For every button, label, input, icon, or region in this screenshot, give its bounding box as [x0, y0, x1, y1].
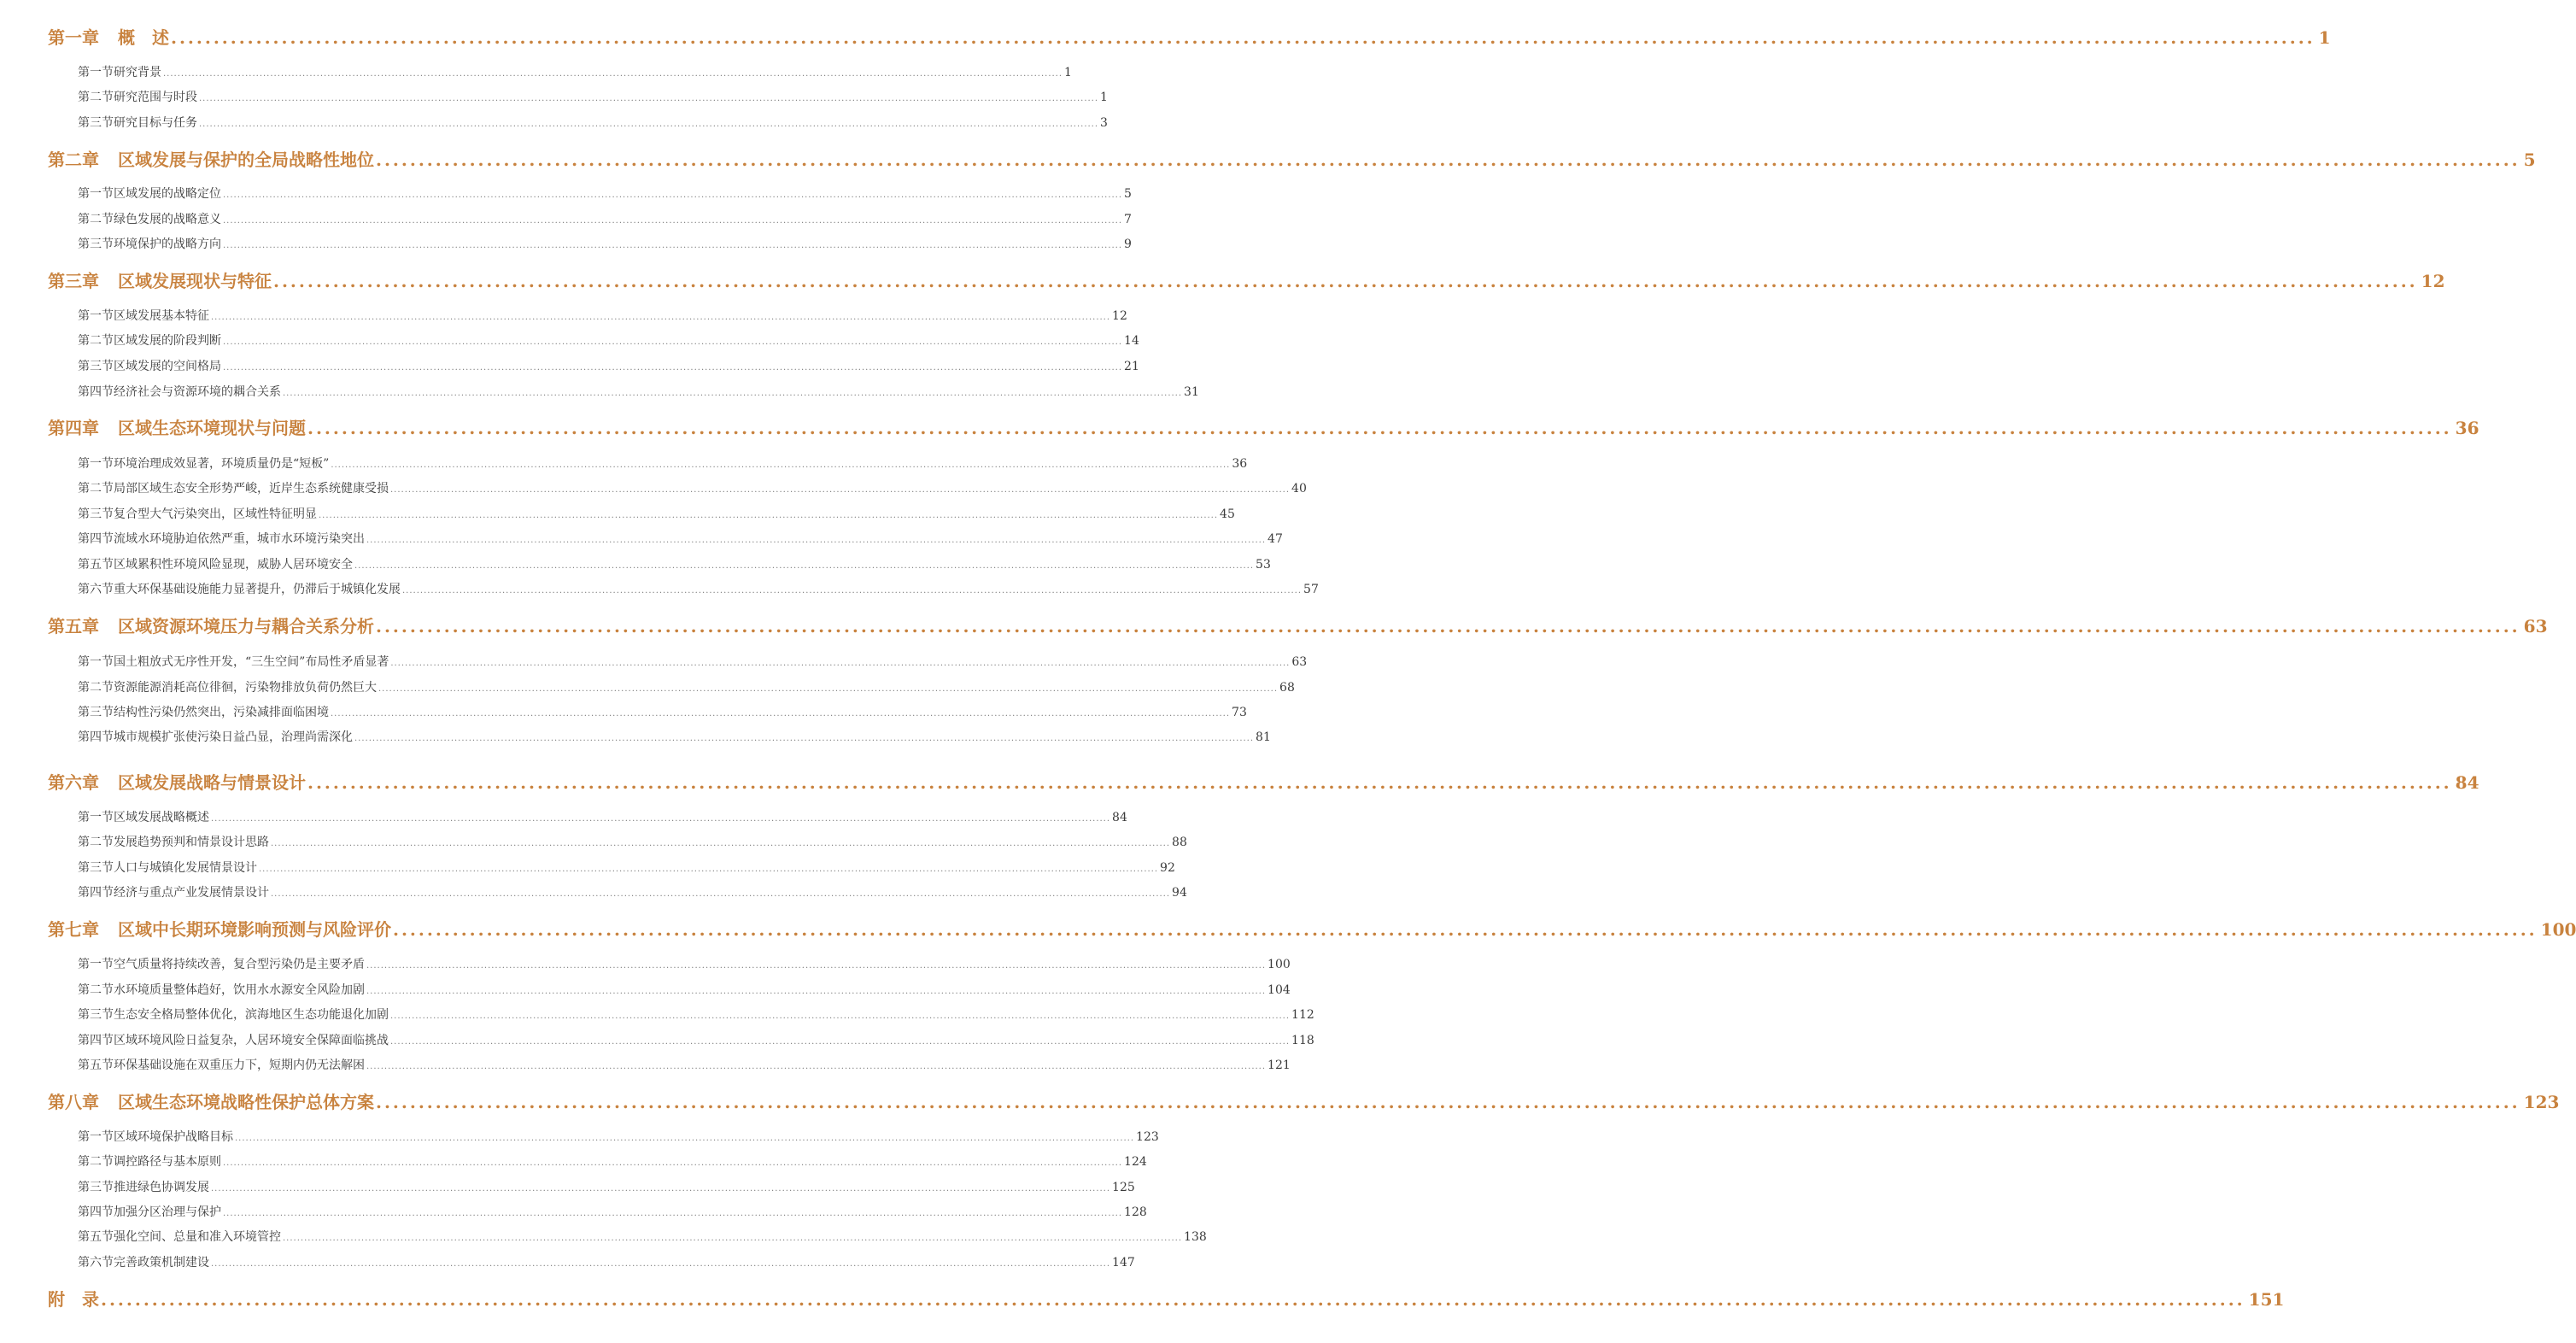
section-number: 第一节	[78, 811, 114, 824]
section-number: 第一节	[78, 457, 114, 471]
section-page-number: 81	[1256, 730, 1271, 744]
section-entry[interactable]	[78, 210, 1132, 227]
section-page-number: 1	[1100, 91, 1108, 104]
section-page-number: 68	[1279, 681, 1295, 695]
section-title: 结构性污染仍然突出，污染减排面临困境	[114, 706, 329, 719]
section-page-number: 118	[1291, 1034, 1314, 1047]
section-page-number: 9	[1124, 238, 1132, 251]
section-number: 第二节	[78, 983, 114, 997]
chapter-number: 第二章	[48, 150, 99, 170]
leader-dots: ............................................................................................................................................................................................................................................................	[101, 1289, 2245, 1310]
section-page-number: 123	[1136, 1130, 1159, 1144]
chapter-2-entry[interactable]	[48, 146, 2536, 172]
leader-dots: ............................................................................................................................................................................................................................................................	[376, 616, 2520, 636]
section-entry[interactable]	[78, 505, 1235, 522]
section-title: 区域发展战略概述	[114, 811, 209, 824]
leader-dots: ............................................................................................................................................................................................................................................................	[273, 271, 2418, 291]
section-number: 第三节	[78, 1181, 114, 1194]
section-title: 环保基础设施在双重压力下，短期内仍无法解困	[114, 1059, 365, 1072]
section-number: 第四节	[78, 1205, 114, 1219]
section-title: 绿色发展的战略意义	[114, 213, 221, 226]
section-entry[interactable]	[78, 833, 1187, 850]
section-title: 区域发展的阶段判断	[114, 334, 221, 348]
section-entry[interactable]	[78, 88, 1108, 105]
leader-dots: ............................................................................................................................................................................................................................................................	[331, 460, 1231, 470]
section-number: 第三节	[78, 238, 114, 251]
section-number: 第四节	[78, 532, 114, 546]
section-page-number: 88	[1172, 836, 1187, 849]
section-title: 区域发展基本特征	[114, 309, 209, 323]
leader-dots: ............................................................................................................................................................................................................................................................	[393, 919, 2538, 940]
section-entry[interactable]	[78, 808, 1127, 825]
leader-dots: ............................................................................................................................................................................................................................................................	[378, 684, 1279, 694]
section-entry[interactable]	[78, 580, 1319, 597]
section-page-number: 45	[1220, 507, 1235, 521]
section-title: 推进绿色协调发展	[114, 1181, 209, 1194]
leader-dots: ............................................................................................................................................................................................................................................................	[390, 659, 1291, 668]
section-number: 第一节	[78, 1130, 114, 1144]
section-number: 第四节	[78, 385, 114, 399]
section-entry[interactable]	[78, 555, 1271, 572]
section-title: 发展趋势预判和情景设计思路	[114, 836, 269, 849]
section-title: 研究背景	[114, 66, 161, 79]
section-number: 第二节	[78, 91, 114, 104]
leader-dots: ............................................................................................................................................................................................................................................................	[223, 363, 1123, 372]
section-title: 资源能源消耗高位徘徊，污染物排放负荷仍然巨大	[114, 681, 377, 695]
section-page-number: 104	[1268, 983, 1291, 997]
section-page-number: 40	[1291, 482, 1307, 496]
leader-dots: ............................................................................................................................................................................................................................................................	[331, 709, 1231, 718]
section-page-number: 31	[1184, 385, 1199, 399]
chapter-3-entry[interactable]	[48, 267, 2445, 293]
section-page-number: 12	[1112, 309, 1127, 323]
section-entry[interactable]	[78, 235, 1132, 252]
section-page-number: 3	[1100, 116, 1108, 130]
section-number: 第二节	[78, 1155, 114, 1169]
section-number: 第六节	[78, 1256, 114, 1270]
chapter-title: 区域发展现状与特征	[118, 271, 272, 291]
section-page-number: 57	[1303, 583, 1319, 596]
section-title: 环境治理成效显著，环境质量仍是“短板”	[114, 457, 330, 471]
chapter-6-entry[interactable]	[48, 769, 2479, 795]
leader-dots: ............................................................................................................................................................................................................................................................	[283, 1234, 1183, 1243]
section-number: 第四节	[78, 886, 114, 900]
chapter-title: 区域生态环境现状与问题	[118, 418, 306, 438]
section-page-number: 63	[1291, 655, 1308, 669]
section-number: 第三节	[78, 706, 114, 719]
section-title: 研究目标与任务	[114, 116, 197, 130]
section-entry[interactable]	[78, 1152, 1147, 1170]
appendix-title: 附 录	[48, 1289, 99, 1310]
leader-dots: ............................................................................................................................................................................................................................................................	[223, 1158, 1123, 1168]
leader-dots: ............................................................................................................................................................................................................................................................	[402, 586, 1303, 595]
leader-dots: ............................................................................................................................................................................................................................................................	[376, 150, 2520, 170]
section-title: 空气质量将持续改善，复合型污染仍是主要矛盾	[114, 958, 365, 971]
leader-dots: ............................................................................................................................................................................................................................................................	[163, 69, 1063, 79]
section-page-number: 7	[1124, 213, 1132, 226]
section-entry[interactable]	[78, 1178, 1135, 1195]
section-number: 第二节	[78, 482, 114, 496]
section-title: 区域发展的战略定位	[114, 187, 221, 201]
section-title: 生态安全格局整体优化，滨海地区生态功能退化加剧	[114, 1008, 389, 1022]
chapter-number: 第七章	[48, 919, 99, 940]
section-number: 第三节	[78, 360, 114, 373]
leader-dots: ............................................................................................................................................................................................................................................................	[271, 889, 1171, 899]
section-number: 第一节	[78, 187, 114, 201]
section-entry[interactable]	[78, 1253, 1135, 1270]
leader-dots: ............................................................................................................................................................................................................................................................	[223, 216, 1123, 226]
section-page-number: 124	[1124, 1155, 1147, 1169]
chapter-8-entry[interactable]	[48, 1088, 2560, 1114]
section-entry[interactable]	[78, 859, 1175, 876]
section-title: 流域水环境胁迫依然严重，城市水环境污染突出	[114, 532, 365, 546]
section-entry[interactable]	[78, 955, 1291, 972]
leader-dots: ............................................................................................................................................................................................................................................................	[366, 1062, 1267, 1071]
section-title: 研究范围与时段	[114, 91, 197, 104]
section-number: 第三节	[78, 116, 114, 130]
section-page-number: 94	[1172, 886, 1187, 900]
section-entry[interactable]	[78, 185, 1132, 202]
section-page-number: 73	[1232, 706, 1247, 719]
section-entry[interactable]	[78, 1006, 1314, 1023]
leader-dots: ............................................................................................................................................................................................................................................................	[199, 120, 1099, 129]
leader-dots: ............................................................................................................................................................................................................................................................	[307, 772, 2452, 793]
section-title: 强化空间、总量和准入环境管控	[114, 1230, 281, 1244]
section-page-number: 112	[1291, 1008, 1314, 1022]
leader-dots: ............................................................................................................................................................................................................................................................	[376, 1092, 2520, 1112]
section-entry[interactable]	[78, 63, 1072, 80]
chapter-number: 第一章	[48, 27, 99, 48]
chapter-number: 第四章	[48, 418, 99, 438]
chapter-number: 第八章	[48, 1092, 99, 1112]
leader-dots: ............................................................................................................................................................................................................................................................	[199, 94, 1099, 103]
leader-dots: ............................................................................................................................................................................................................................................................	[366, 961, 1267, 971]
section-number: 第一节	[78, 655, 114, 669]
section-page-number: 138	[1184, 1230, 1207, 1244]
section-title: 区域发展的空间格局	[114, 360, 221, 373]
section-entry[interactable]	[78, 383, 1199, 400]
section-page-number: 53	[1256, 558, 1271, 572]
chapter-page-number: 1	[2318, 27, 2331, 48]
leader-dots: ............................................................................................................................................................................................................................................................	[354, 561, 1255, 571]
section-number: 第一节	[78, 309, 114, 323]
leader-dots: ............................................................................................................................................................................................................................................................	[366, 987, 1267, 996]
section-number: 第二节	[78, 681, 114, 695]
section-title: 完善政策机制建设	[114, 1256, 209, 1270]
chapter-number: 第六章	[48, 772, 99, 793]
leader-dots: ............................................................................................................................................................................................................................................................	[390, 1012, 1291, 1021]
section-number: 第二节	[78, 334, 114, 348]
section-entry[interactable]	[78, 678, 1295, 695]
leader-dots: ............................................................................................................................................................................................................................................................	[235, 1134, 1135, 1143]
section-entry[interactable]	[78, 883, 1187, 900]
section-page-number: 128	[1124, 1205, 1147, 1219]
section-number: 第三节	[78, 861, 114, 875]
chapter-title: 区域中长期环境影响预测与风险评价	[118, 919, 391, 940]
section-entry[interactable]	[78, 307, 1127, 324]
section-number: 第二节	[78, 213, 114, 226]
section-entry[interactable]	[78, 1056, 1291, 1073]
section-number: 第五节	[78, 1230, 114, 1244]
section-title: 局部区域生态安全形势严峻，近岸生态系统健康受损	[114, 482, 389, 496]
section-title: 环境保护的战略方向	[114, 238, 221, 251]
chapter-title: 区域生态环境战略性保护总体方案	[118, 1092, 374, 1112]
chapter-5-entry[interactable]	[48, 613, 2548, 638]
leader-dots: ............................................................................................................................................................................................................................................................	[223, 241, 1123, 250]
section-title: 人口与城镇化发展情景设计	[114, 861, 257, 875]
section-entry[interactable]	[78, 1031, 1314, 1048]
section-entry[interactable]	[78, 728, 1271, 745]
section-entry[interactable]	[78, 703, 1247, 720]
section-entry[interactable]	[78, 1203, 1147, 1220]
section-title: 调控路径与基本原则	[114, 1155, 221, 1169]
chapter-page-number: 123	[2523, 1092, 2560, 1112]
section-number: 第一节	[78, 958, 114, 971]
leader-dots: ............................................................................................................................................................................................................................................................	[211, 313, 1111, 322]
section-entry[interactable]	[78, 981, 1291, 998]
leader-dots: ............................................................................................................................................................................................................................................................	[211, 1259, 1111, 1269]
section-entry[interactable]	[78, 653, 1308, 670]
chapter-page-number: 5	[2523, 150, 2536, 170]
section-number: 第四节	[78, 730, 114, 744]
section-entry[interactable]	[78, 479, 1307, 496]
section-title: 区域环境保护战略目标	[114, 1130, 233, 1144]
leader-dots: ............................................................................................................................................................................................................................................................	[283, 389, 1183, 398]
section-title: 复合型大气污染突出，区域性特征明显	[114, 507, 317, 521]
leader-dots: ............................................................................................................................................................................................................................................................	[390, 485, 1291, 495]
section-page-number: 21	[1124, 360, 1139, 373]
section-number: 第一节	[78, 66, 114, 79]
section-number: 第三节	[78, 507, 114, 521]
section-page-number: 1	[1064, 66, 1072, 79]
chapter-7-entry[interactable]	[48, 916, 2576, 941]
section-title: 重大环保基础设施能力显著提升，仍滞后于城镇化发展	[114, 583, 401, 596]
leader-dots: ............................................................................................................................................................................................................................................................	[354, 734, 1255, 743]
leader-dots: ............................................................................................................................................................................................................................................................	[271, 839, 1171, 848]
section-title: 国土粗放式无序性开发，“三生空间”布局性矛盾显著	[114, 655, 389, 669]
leader-dots: ............................................................................................................................................................................................................................................................	[211, 814, 1111, 824]
section-page-number: 14	[1124, 334, 1139, 348]
section-entry[interactable]	[78, 530, 1283, 547]
section-title: 经济社会与资源环境的耦合关系	[114, 385, 281, 399]
chapter-page-number: 100	[2540, 919, 2576, 940]
chapter-page-number: 63	[2523, 616, 2548, 636]
section-number: 第二节	[78, 836, 114, 849]
chapter-page-number: 36	[2455, 418, 2479, 438]
chapter-title: 区域资源环境压力与耦合关系分析	[118, 616, 374, 636]
section-title: 区域累积性环境风险显现，威胁人居环境安全	[114, 558, 353, 572]
section-entry[interactable]	[78, 1228, 1207, 1245]
section-number: 第五节	[78, 558, 114, 572]
leader-dots: ............................................................................................................................................................................................................................................................	[259, 865, 1159, 874]
chapter-page-number: 12	[2421, 271, 2445, 291]
leader-dots: ............................................................................................................................................................................................................................................................	[223, 191, 1123, 200]
section-number: 第六节	[78, 583, 114, 596]
section-entry[interactable]	[78, 1128, 1159, 1145]
leader-dots: ............................................................................................................................................................................................................................................................	[366, 536, 1267, 545]
chapter-title: 区域发展与保护的全局战略性地位	[118, 150, 374, 170]
section-entry[interactable]	[78, 114, 1108, 131]
section-entry[interactable]	[78, 357, 1139, 374]
leader-dots: ............................................................................................................................................................................................................................................................	[319, 511, 1219, 520]
section-title: 水环境质量整体趋好，饮用水水源安全风险加剧	[114, 983, 365, 997]
section-page-number: 47	[1268, 532, 1283, 546]
section-page-number: 125	[1112, 1181, 1135, 1194]
leader-dots: ............................................................................................................................................................................................................................................................	[171, 27, 2315, 48]
chapter-title: 区域发展战略与情景设计	[118, 772, 306, 793]
section-page-number: 147	[1112, 1256, 1135, 1270]
section-title: 经济与重点产业发展情景设计	[114, 886, 269, 900]
section-number: 第四节	[78, 1034, 114, 1047]
appendix-page-number: 151	[2248, 1289, 2285, 1310]
section-title: 加强分区治理与保护	[114, 1205, 221, 1219]
chapter-4-entry[interactable]	[48, 414, 2479, 440]
section-page-number: 92	[1160, 861, 1175, 875]
chapter-number: 第三章	[48, 271, 99, 291]
chapter-page-number: 84	[2455, 772, 2479, 793]
section-number: 第三节	[78, 1008, 114, 1022]
chapter-number: 第五章	[48, 616, 99, 636]
appendix-entry[interactable]	[48, 1286, 2285, 1311]
chapter-title: 概 述	[118, 27, 169, 48]
leader-dots: ............................................................................................................................................................................................................................................................	[223, 337, 1123, 347]
section-entry[interactable]	[78, 455, 1248, 472]
section-page-number: 84	[1112, 811, 1127, 824]
section-page-number: 100	[1268, 958, 1291, 971]
section-page-number: 5	[1124, 187, 1132, 201]
section-page-number: 36	[1232, 457, 1248, 471]
chapter-1-entry[interactable]	[48, 24, 2331, 50]
section-title: 区域环境风险日益复杂，人居环境安全保障面临挑战	[114, 1034, 389, 1047]
section-page-number: 121	[1268, 1059, 1291, 1072]
leader-dots: ............................................................................................................................................................................................................................................................	[211, 1184, 1111, 1193]
section-title: 城市规模扩张使污染日益凸显，治理尚需深化	[114, 730, 353, 744]
leader-dots: ............................................................................................................................................................................................................................................................	[390, 1037, 1291, 1047]
leader-dots: ............................................................................................................................................................................................................................................................	[307, 418, 2452, 438]
section-number: 第五节	[78, 1059, 114, 1072]
section-entry[interactable]	[78, 331, 1139, 349]
leader-dots: ............................................................................................................................................................................................................................................................	[223, 1209, 1123, 1218]
